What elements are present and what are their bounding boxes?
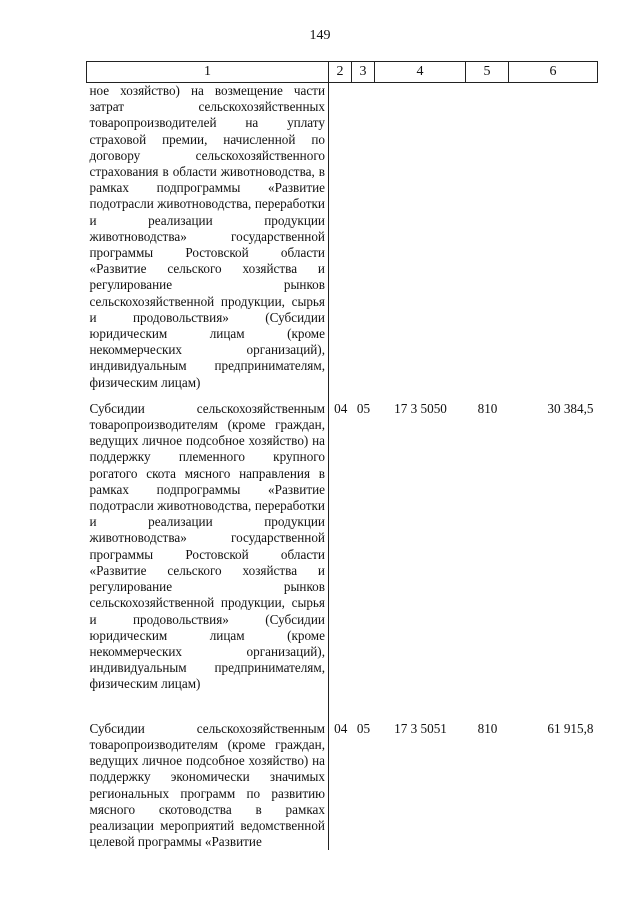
row-subsection: 05 <box>356 400 371 416</box>
row-description: Субсидии сельскохозяйственным товаропроизводителям (кроме граждан, ведущих личное подсобное хозяйство) на поддержку экономически значимых региональных программ по развитию мясного скотоводства в рамках реализации мероприятий ведомственной целевой программы «Развитие <box>87 711 329 851</box>
header-col-6: 6 <box>509 62 598 83</box>
row-description: ное хозяйство) на возмещение части затрат сельскохозяйственных товаропроизводителей на уплату страховой премии, начисленной по договору сельскохозяйственного страхования в области животноводства, в рамках подпрограммы «Развитие подотрасли животноводства, переработки и реализации продукции животноводства» государственной программы Ростовской области «Развитие сельского хозяйства и регулирование рынков сельскохозяйственной продукции, сырья и продовольствия» (Субсидии юридическим лицам (кроме некоммерческих организаций), индивидуальным предпринимателям, физическим лицам) <box>87 83 329 391</box>
row-expense-type: 810 <box>477 400 498 416</box>
row-section: 04 <box>334 720 348 736</box>
header-col-1: 1 <box>87 62 329 83</box>
header-col-5: 5 <box>466 62 509 83</box>
header-col-4: 4 <box>375 62 466 83</box>
page-number: 149 <box>309 28 331 43</box>
row-amount: 61 915,8 <box>547 720 594 736</box>
row-target-article <box>375 83 466 391</box>
row-subsection <box>352 83 375 391</box>
row-expense-type: 810 <box>477 720 498 736</box>
budget-table <box>86 61 598 850</box>
row-section: 04 <box>334 400 348 416</box>
table-row <box>87 711 598 851</box>
row-target-article: 17 3 5051 <box>394 720 447 736</box>
table-row <box>87 83 598 391</box>
table-row <box>87 391 598 711</box>
header-col-3: 3 <box>352 62 375 83</box>
row-subsection: 05 <box>356 720 371 736</box>
row-amount: 30 384,5 <box>547 400 594 416</box>
row-target-article: 17 3 5050 <box>394 400 447 416</box>
row-description: Субсидии сельскохозяйственным товаропроизводителям (кроме граждан, ведущих личное подсобное хозяйство) на поддержку племенного крупного рогатого скота мясного направления в рамках подпрограммы «Развитие подотрасли животноводства, переработки и реализации продукции животноводства» государственной программы Ростовской области «Развитие сельского хозяйства и регулирование рынков сельскохозяйственной продукции, сырья и продовольствия» (Субсидии юридическим лицам (кроме некоммерческих организаций), индивидуальным предпринимателям, физическим лицам) <box>87 391 329 711</box>
header-col-2: 2 <box>329 62 352 83</box>
row-amount <box>509 83 598 391</box>
row-expense-type <box>466 83 509 391</box>
row-section <box>329 83 352 391</box>
table-header <box>87 62 598 83</box>
